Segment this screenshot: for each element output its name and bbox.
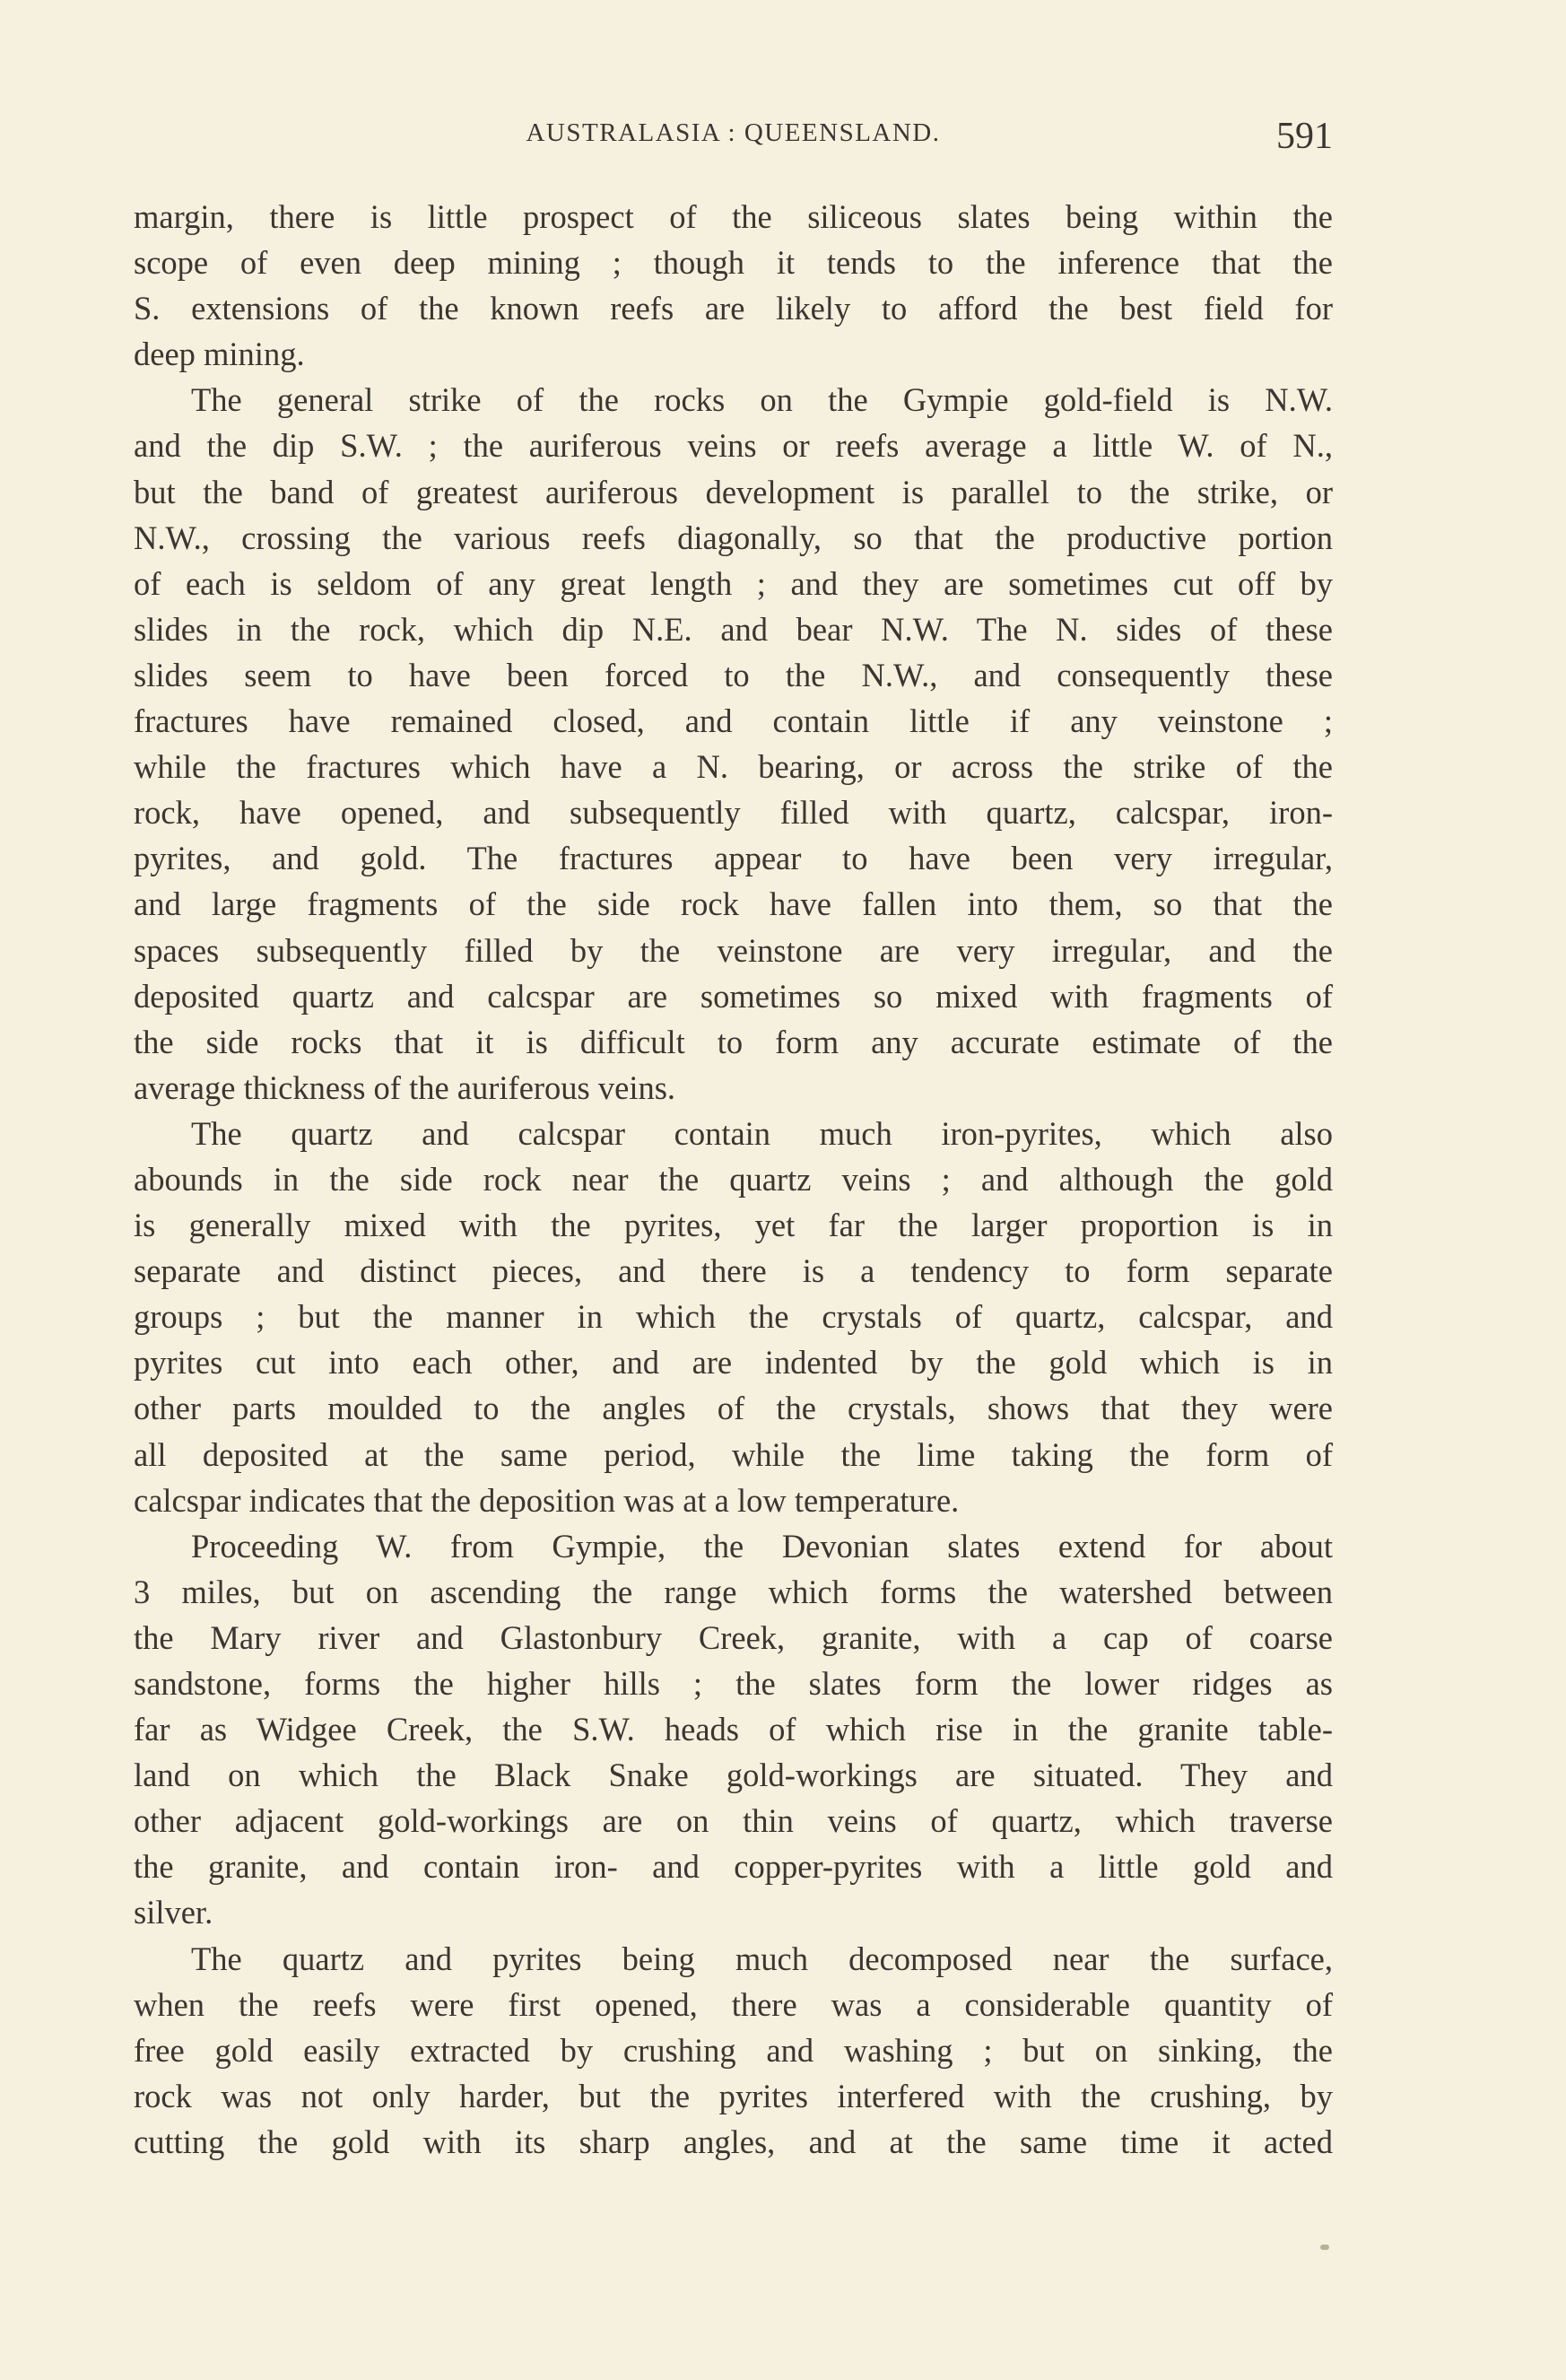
text-line: while the fractures which have a N. bearing, or across the strike of the [134, 748, 1333, 786]
text-line: Proceeding W. from Gympie, the Devonian slates extend for about [191, 1527, 1333, 1565]
text-line: average thickness of the auriferous veins. [134, 1068, 676, 1106]
text-line: slides seem to have been forced to the N.W., and consequently these [134, 656, 1333, 693]
text-line: abounds in the side rock near the quartz veins ; and although the gold [134, 1160, 1333, 1198]
text-line: calcspar indicates that the deposition was at a low temperature. [134, 1481, 960, 1519]
text-line: rock, have opened, and subsequently filled with quartz, calcspar, iron- [134, 794, 1333, 832]
text-line: free gold easily extracted by crushing and washing ; but on sinking, the [134, 2031, 1333, 2069]
page-number: 591 [1276, 116, 1333, 157]
running-head: AUSTRALASIA : QUEENSLAND. [526, 118, 941, 147]
text-line: deep mining. [134, 336, 305, 373]
text-line: The quartz and pyrites being much decomposed near the surface, [191, 1940, 1333, 1977]
text-line: the side rocks that it is difficult to form any accurate estimate of the [134, 1023, 1333, 1060]
text-line: fractures have remained closed, and contain little if any veinstone ; [134, 702, 1333, 740]
text-line: pyrites, and gold. The fractures appear to have been very irregular, [134, 840, 1333, 877]
text-line: the granite, and contain iron- and copper-pyrites with a little gold and [134, 1848, 1333, 1886]
text-line: spaces subsequently filled by the veinstone are very irregular, and the [134, 931, 1333, 969]
text-line: cutting the gold with its sharp angles, and at the same time it acted [134, 2123, 1333, 2160]
text-line: rock was not only harder, but the pyrites interfered with the crushing, by [134, 2077, 1333, 2114]
text-line: separate and distinct pieces, and there is a tendency to form separate [134, 1252, 1333, 1290]
text-line: slides in the rock, which dip N.E. and bear N.W. The N. sides of these [134, 610, 1333, 648]
text-line: The general strike of the rocks on the Gympie gold-field is N.W. [191, 381, 1333, 419]
text-line: The quartz and calcspar contain much iron-pyrites, which also [191, 1114, 1333, 1152]
text-line: sandstone, forms the higher hills ; the slates form the lower ridges as [134, 1665, 1333, 1702]
text-line: when the reefs were first opened, there was a considerable quantity of [134, 1985, 1333, 2023]
text-line: is generally mixed with the pyrites, yet far the larger proportion is in [134, 1207, 1333, 1244]
text-line: but the band of greatest auriferous development is parallel to the strike, or [134, 473, 1333, 510]
text-line: and the dip S.W. ; the auriferous veins or reefs average a little W. of N., [134, 427, 1333, 465]
paper-blemish [1320, 2245, 1329, 2250]
text-line: all deposited at the same period, while the lime taking the form of [134, 1435, 1333, 1473]
text-line: margin, there is little prospect of the siliceous slates being within the [134, 198, 1333, 235]
text-line: 3 miles, but on ascending the range which forms the watershed between [134, 1573, 1333, 1610]
text-line: S. extensions of the known reefs are likely to afford the best field for [134, 290, 1333, 327]
text-line: deposited quartz and calcspar are sometimes so mixed with fragments of [134, 977, 1333, 1015]
text-line: silver. [134, 1894, 213, 1931]
text-line: groups ; but the manner in which the crystals of quartz, calcspar, and [134, 1298, 1333, 1336]
text-line: pyrites cut into each other, and are indented by the gold which is in [134, 1344, 1333, 1382]
body-text [134, 194, 1333, 2165]
text-line: N.W., crossing the various reefs diagonally, so that the productive portion [134, 519, 1333, 556]
text-line: other parts moulded to the angles of the crystals, shows that they were [134, 1390, 1333, 1427]
page-header [134, 115, 1333, 160]
text-line: land on which the Black Snake gold-workings are situated. They and [134, 1757, 1333, 1794]
text-line: the Mary river and Glastonbury Creek, granite, with a cap of coarse [134, 1618, 1333, 1656]
text-line: scope of even deep mining ; though it tends to the inference that the [134, 244, 1333, 282]
text-line: other adjacent gold-workings are on thin veins of quartz, which traverse [134, 1802, 1333, 1840]
text-line: and large fragments of the side rock have fallen into them, so that the [134, 885, 1333, 923]
text-line: of each is seldom of any great length ; and they are sometimes cut off by [134, 564, 1333, 602]
text-line: far as Widgee Creek, the S.W. heads of which rise in the granite table- [134, 1711, 1333, 1748]
